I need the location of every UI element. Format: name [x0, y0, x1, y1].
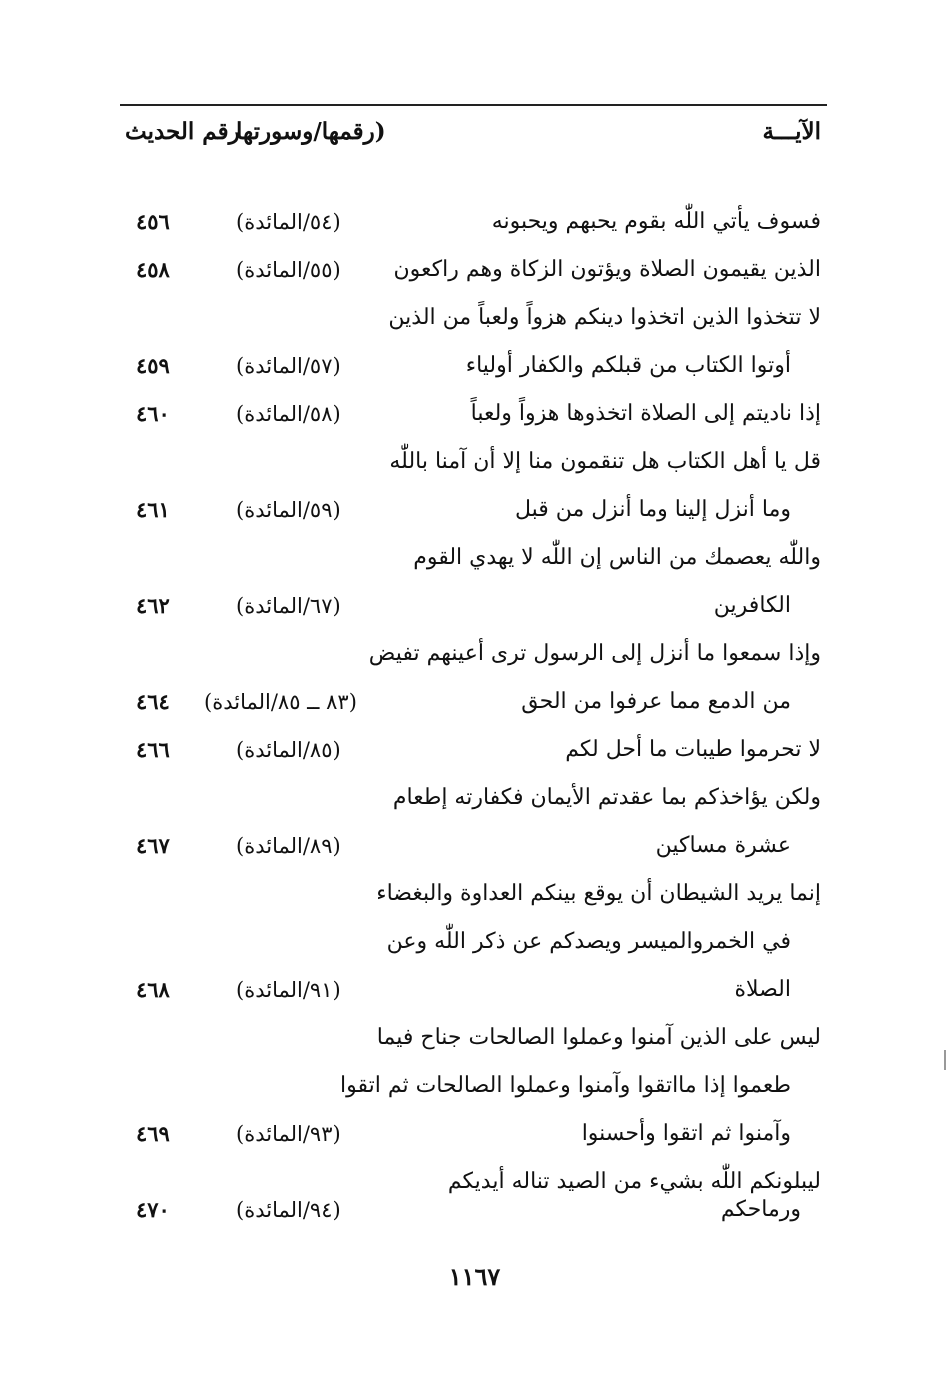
verse-line: [0, 248, 949, 292]
verse-text: ليبلونكم اللّٰه بشيء من الصيد تناله أيديكم: [447, 1169, 821, 1194]
hadith-number: ٤٦٨: [136, 977, 170, 1002]
verse-line: [0, 1064, 949, 1108]
page-number: ١١٦٧: [448, 1262, 501, 1291]
verse-line: [0, 344, 949, 388]
verse-line: [0, 200, 949, 244]
verse-line: [0, 392, 949, 436]
header-rule: [120, 104, 827, 106]
verse-text: قل يا أهل الكتاب هل تنقمون منا إلا أن آمنا باللّٰه: [389, 449, 821, 474]
verse-line: [0, 1188, 949, 1232]
verse-reference: (٩٤/المائدة): [236, 1198, 341, 1222]
verse-text: واللّٰه يعصمك من الناس إن اللّٰه لا يهدي القوم: [413, 545, 821, 570]
verse-line: [0, 872, 949, 916]
verse-reference: (٥٨/المائدة): [236, 402, 341, 426]
hadith-number: ٤٦٤: [136, 689, 170, 714]
verse-text: ورماحكم: [720, 1197, 801, 1222]
verse-text: أوتوا الكتاب من قبلكم والكفار أولياء: [465, 353, 791, 378]
verse-line: [0, 440, 949, 484]
verse-line: [0, 1016, 949, 1060]
hadith-number: ٤٥٨: [136, 257, 170, 282]
verse-text: إذا ناديتم إلى الصلاة اتخذوها هزواً ولعباً: [470, 401, 821, 426]
hadith-number: ٤٦١: [136, 497, 170, 522]
verse-line: [0, 296, 949, 340]
hadith-number: ٤٦٢: [136, 593, 170, 618]
verse-text: في الخمروالميسر ويصدكم عن ذكر اللّٰه وعن: [386, 929, 791, 954]
verse-reference: (٦٧/المائدة): [236, 594, 341, 618]
verse-line: [0, 536, 949, 580]
verse-reference: (٩٣/المائدة): [236, 1122, 341, 1146]
hadith-number: ٤٦٠: [136, 401, 170, 426]
header-ayah-label: الآيـــة: [762, 118, 821, 145]
verse-text: وآمنوا ثم اتقوا وأحسنوا: [581, 1121, 791, 1146]
verse-text: الذين يقيمون الصلاة ويؤتون الزكاة وهم راكعون: [393, 257, 821, 282]
hadith-number: ٤٦٦: [136, 737, 170, 762]
page-edge-mark: [944, 1050, 946, 1070]
header-hadith-number-label: رقم الحديث: [125, 118, 240, 145]
verse-line: [0, 824, 949, 868]
hadith-number: ٤٦٧: [136, 833, 170, 858]
verse-line: [0, 632, 949, 676]
verse-line: [0, 728, 949, 772]
verse-line: [0, 920, 949, 964]
verse-text: فسوف يأتي اللّٰه بقوم يحبهم ويحبونه: [491, 209, 821, 234]
verse-line: [0, 488, 949, 532]
verse-line: [0, 680, 949, 724]
hadith-number: ٤٥٩: [136, 353, 170, 378]
verse-line: [0, 1112, 949, 1156]
verse-reference: (٩١/المائدة): [236, 978, 341, 1002]
verse-text: وإذا سمعوا ما أنزل إلى الرسول ترى أعينهم تفيض: [368, 641, 821, 666]
verse-reference: (٨٣ ــ ٨٥/المائدة): [204, 690, 357, 714]
verse-line: [0, 968, 949, 1012]
hadith-number: ٤٥٦: [136, 209, 170, 234]
index-table-header: [0, 110, 949, 160]
verse-line: [0, 584, 949, 628]
hadith-number: ٤٧٠: [136, 1197, 170, 1222]
verse-reference: (٨٩/المائدة): [236, 834, 341, 858]
verse-text: طعموا إذا مااتقوا وآمنوا وعملوا الصالحات ثم اتقوا: [339, 1073, 791, 1098]
verse-line: [0, 776, 949, 820]
verse-reference: (٥٧/المائدة): [236, 354, 341, 378]
verse-text: لا تتخذوا الذين اتخذوا دينكم هزواً ولعباً من الذين: [388, 305, 821, 330]
verse-reference: (٨٥/المائدة): [236, 738, 341, 762]
verse-text: من الدمع مما عرفوا من الحق: [521, 689, 791, 714]
verse-text: الصلاة: [734, 977, 791, 1002]
verse-reference: (٥٩/المائدة): [236, 498, 341, 522]
verse-text: عشرة مساكين: [655, 833, 791, 858]
verse-text: ليس على الذين آمنوا وعملوا الصالحات جناح فيما: [376, 1025, 821, 1050]
header-ref-label: (رقمها/وسورتها: [236, 118, 386, 145]
verse-text: وما أنزل إلينا وما أنزل من قبل: [514, 497, 791, 522]
verse-reference: (٥٥/المائدة): [236, 258, 341, 282]
verse-reference: (٥٤/المائدة): [236, 210, 341, 234]
verse-text: ولكن يؤاخذكم بما عقدتم الأيمان فكفارته إطعام: [392, 785, 821, 810]
hadith-number: ٤٦٩: [136, 1121, 170, 1146]
verse-text: إنما يريد الشيطان أن يوقع بينكم العداوة والبغضاء: [376, 881, 821, 906]
verse-text: لا تحرموا طيبات ما أحل لكم: [565, 737, 821, 762]
verse-text: الكافرين: [713, 593, 791, 618]
